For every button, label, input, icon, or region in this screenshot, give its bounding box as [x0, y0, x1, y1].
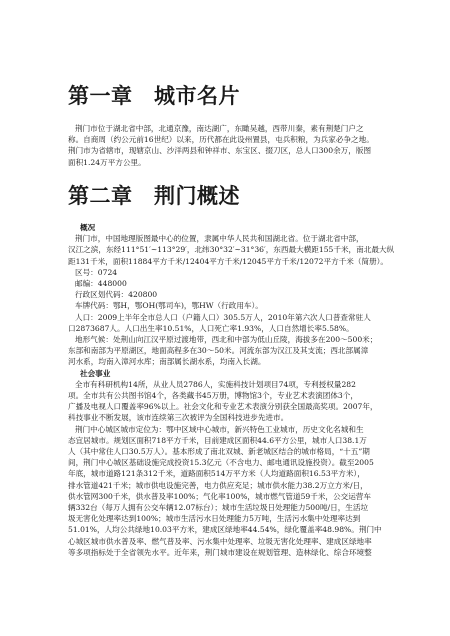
body-line: 人口：2009上半年全市总人口（户籍人口）305.5万人，2010年第六次人口普查常驻人 — [75, 312, 371, 322]
body-line: 地形气候：处荆山向江汉平原过渡地带，西北和中部为低山丘陵，海拔多在200～500米； — [75, 335, 378, 345]
chapter-1-title: 第一章 城市名片 — [68, 84, 240, 108]
body-line: 区号：0724 — [75, 267, 118, 277]
body-line: 排水管道421千米；城市供电设施完善，电力供应充足；城市供水能力38.2万立方米/日， — [68, 480, 368, 490]
section-heading-overview: 概况 — [80, 223, 96, 232]
body-line: 荆门市，中国地理版图最中心的位置，隶属中华人民共和国湖北省。位于湖北省中部， — [75, 234, 364, 244]
body-line: 汉江之滨，东经111°51′~113°29′，北纬30°32′~31°36′，东西最大横距155千米，南北最大纵 — [68, 245, 395, 255]
body-line: 全市有科研机构14所，从业人员2786人，实施科技计划项目74项，专利授权量282 — [75, 379, 356, 389]
body-line: 供水管网300千米，供水普及率100%；气化率100%，城市燃气管道59千米，公交运营车 — [68, 491, 371, 501]
body-line: 荆门市位于湖北省中部，北通京豫，南达湖广，东瞰吴越，西带川秦，素有荆楚门户之 — [75, 124, 364, 133]
body-line: 称。自商周（约公元前16世纪）以来，历代都在此设州置县，屯兵积粮，为兵家必争之地。 — [68, 135, 374, 145]
body-line: 辆332台（每万人拥有公交车辆12.07标台）；城市生活垃圾日处理能力500吨/日，生活垃 — [68, 503, 369, 513]
body-line: 等多项指标处于全省领先水平。近年来，荆门城市建设在规划管理、造林绿化、综合环境整 — [68, 547, 372, 557]
body-line: 车牌代码：鄂H，鄂OH(鄂司车)，鄂HW（行政用车）。 — [75, 301, 263, 311]
body-line: 面积1.24万平方公里。 — [68, 157, 146, 167]
body-line: 河水系，均南入漳河水库；南部属长湖水系，均南入长湖。 — [68, 357, 266, 367]
chapter-2-title: 第二章 荆门概述 — [68, 184, 240, 208]
body-line: 年底，城市道路121条312千米，道路面积514万平方米（人均道路面积16.53平方米）， — [68, 469, 365, 479]
body-line: 广播及电视人口覆盖率96%以上。社会文化和专业艺术表演分别获全国最高奖项。2007年， — [68, 402, 378, 412]
chapter-1-body — [68, 123, 396, 168]
body-line: 荆门市为省辖市，现辖京山、沙洋两县和钟祥市、东宝区、掇刀区，总人口300余万，版图 — [68, 146, 372, 156]
body-line: 圾无害化处理率达到100%；城市生活污水日处理能力5万吨，生活污水集中处理率达到 — [68, 514, 361, 524]
body-line: 51.01%，人均公共绿地10.03平方米，建成区绿地率44.54%，绿化覆盖率48.98%。荆门中 — [68, 525, 382, 535]
body-line: 距131千米，面积11884平方千米/12404平方千米/12045平方千米/12072平方千米（简册）。 — [68, 256, 389, 266]
body-line: 东部和南部为平原湖区，地面高程多在30～50米。河流东部为汉江及其支流；西北部属漳 — [68, 346, 369, 356]
body-line: 口2873687人。人口出生率10.51%，人口死亡率1.93%，人口自然增长率5.58%。 — [68, 323, 354, 333]
body-line: 荆门中心城区城市定位为：鄂中区域中心城市，新兴特色工业城市，历史文化名城和生 — [75, 424, 364, 434]
chapter-2-body — [68, 222, 396, 558]
body-line: 行政区划代码：420800 — [75, 290, 158, 300]
body-line: 邮编：448000 — [75, 279, 127, 289]
body-line: 项。全市共有公共图书馆4个，各类藏书45万册，博物馆3个，专业艺术表演团体3个， — [68, 391, 358, 401]
body-line: 态宜居城市。规划区面积718平方千米，目前建成区面积44.6平方公里，城市人口38.1万 — [68, 435, 367, 445]
body-line: 心城区城市供水普及率、燃气普及率、污水集中处理率、垃圾无害化处理率、建成区绿地率 — [68, 536, 372, 546]
body-line: 科技事业不断发展，该市连续第三次被评为全国科技进步先进市。 — [68, 413, 289, 423]
section-heading-social: 社会事业 — [80, 368, 111, 378]
body-line: 人（其中常住人口30.5万人）。基本形成了南北双城、新老城区结合的城市格局，“十五”期 — [68, 447, 370, 457]
body-line: 间，荆门中心城区基础设施完成投资15.3亿元（不含电力、邮电通讯设施投资）。截至2005 — [68, 458, 374, 468]
